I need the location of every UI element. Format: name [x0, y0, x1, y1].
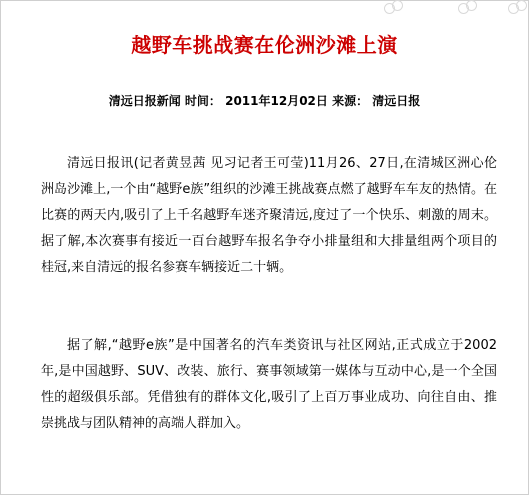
meta-from-label: 来源：	[332, 94, 369, 108]
watermark-icon	[506, 0, 528, 18]
watermark-icon	[382, 0, 404, 18]
article-paragraph: 清远日报讯(记者黄昱茜 见习记者王可莹)11月26、27日,在清城区洲心伦洲岛沙滩上,一个由“越野e族”组织的沙滩王挑战赛点燃了越野车车友的热情。在比赛的两天内,吸引了上千名越野车迷齐聚清远,度过了一个快乐、刺激的周末。据了解,本次赛事有接近一百台越野车报名争夺小排量组和大排量组两个项目的桂冠,来自清远的报名参赛车辆接近二十辆。	[41, 156, 497, 275]
article-meta	[0, 93, 529, 109]
meta-date: 2011年12月02日	[225, 94, 328, 108]
meta-from-value: 清远日报	[372, 94, 421, 108]
meta-time-label: 时间：	[184, 94, 221, 108]
article-paragraph: 据了解,“越野e族”是中国著名的汽车类资讯与社区网站,正式成立于2002年,是中国越野、SUV、改装、旅行、赛事领域第一媒体与互动中心,是一个全国性的超级俱乐部。凭借独有的群体文化,吸引了上百万事业成功、向往自由、推崇挑战与团队精神的高端人群加入。	[41, 338, 497, 431]
watermark-icon	[456, 0, 478, 18]
article-title: 越野车挑战赛在伦洲沙滩上演	[131, 33, 398, 57]
meta-source-label: 清远日报新闻	[108, 94, 181, 108]
